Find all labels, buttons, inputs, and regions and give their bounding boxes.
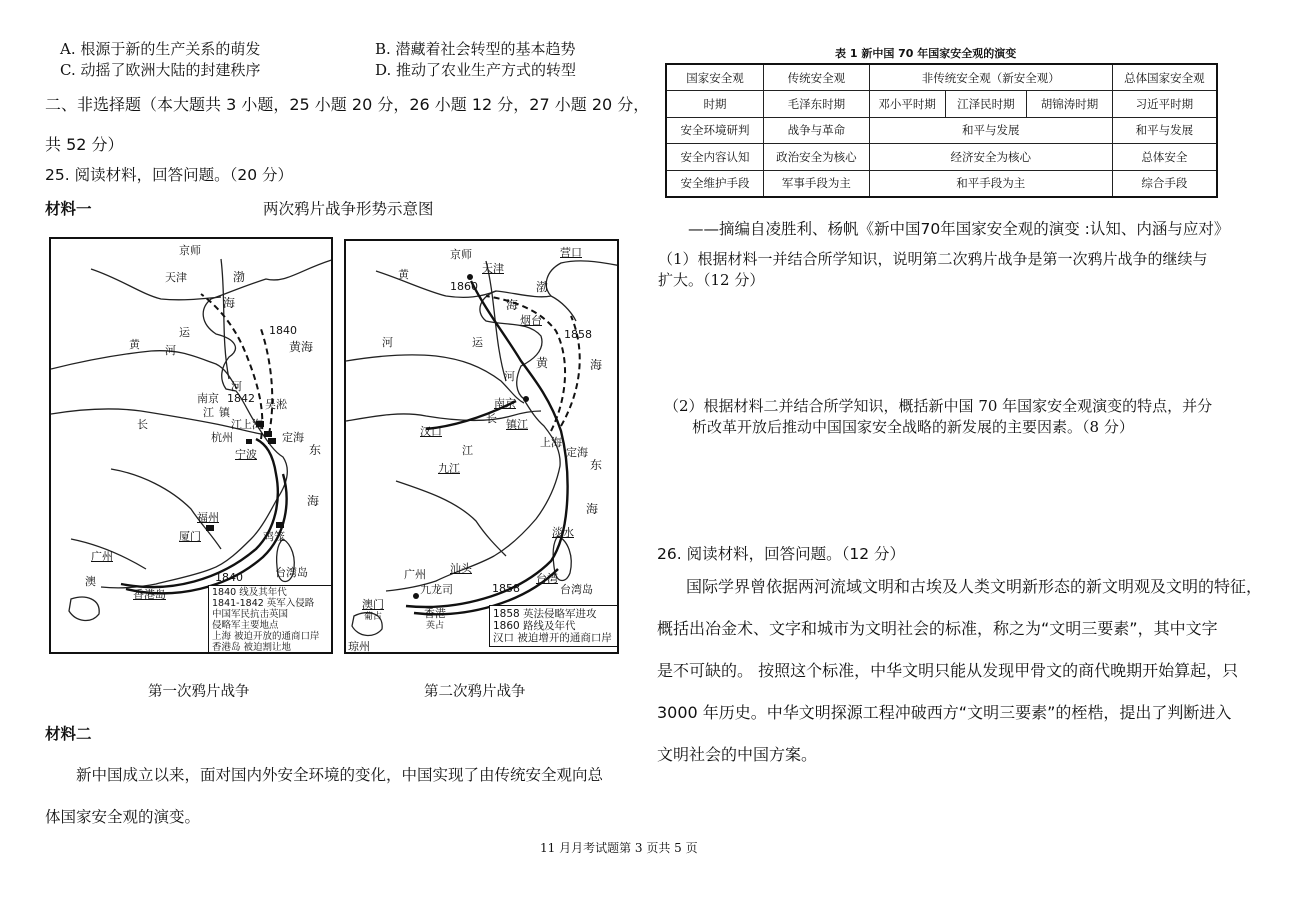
- map2-label-dinghai: 定海: [566, 446, 588, 459]
- map1-label-1840a: 1840: [269, 324, 297, 337]
- map2-label-bo: 渤: [536, 280, 549, 294]
- map1-legend: [208, 585, 333, 654]
- map1-label-dong: 东: [309, 443, 322, 457]
- map2-label-guangzhou: 广州: [404, 568, 426, 581]
- map2-label-taiwandao: 台湾岛: [560, 583, 593, 596]
- map2-label-tianjin: 天津: [482, 262, 504, 275]
- material1-title: 两次鸦片战争形势示意图: [263, 200, 434, 218]
- option-b: B. 潜藏着社会转型的基本趋势: [375, 40, 576, 58]
- map1-label-1840b: 1840: [215, 571, 243, 584]
- q25-sub2-line2: 析改革开放后推动中国国家安全战略的新发展的主要因素。（8 分）: [692, 418, 1134, 436]
- map2-legend-item: 1858 英法侵略军进攻: [493, 608, 597, 620]
- table-row: [666, 170, 1217, 197]
- table-cell: 和平手段为主: [869, 170, 1112, 197]
- map2-label-huang: 黄: [398, 268, 409, 281]
- table-row: [666, 117, 1217, 144]
- map2-label-zhenjiang: 镇江: [506, 418, 528, 431]
- map1-label-zhen: 镇: [219, 406, 230, 419]
- map2-label-hai-dong: 海: [586, 502, 599, 516]
- map1-label-jingshi: 京师: [179, 244, 201, 257]
- table-cell: 战争与革命: [764, 117, 870, 144]
- map2-label-chang: 长: [486, 412, 497, 425]
- table-cell: 总体安全: [1112, 144, 1217, 171]
- q26-line2: 概括出冶金术、文字和城市为文明社会的标准，称之为“文明三要素”，其中文字: [657, 619, 1218, 638]
- map1-label-jilong: 鸡笼: [263, 530, 285, 543]
- map2-label-jiang: 江: [462, 444, 473, 457]
- map2-label-1858b: 1858: [492, 582, 520, 595]
- map2-label-yingkou: 营口: [560, 246, 582, 259]
- map2-caption: 第二次鸦片战争: [424, 684, 526, 700]
- map1-label-huanghai: 黄海: [289, 340, 314, 354]
- table-cell: 和平与发展: [1112, 117, 1217, 144]
- map2-label-xianggang: 香港: [424, 607, 446, 620]
- table-cell: 综合手段: [1112, 170, 1217, 197]
- table-cell: 时期: [666, 91, 764, 118]
- map1-label-shanghai: 上海: [241, 418, 263, 431]
- map2-label-qiong: 琼州: [348, 640, 370, 653]
- map1-label-ningbo: 宁波: [235, 448, 257, 461]
- map2-label-hankou: 汉口: [420, 425, 442, 438]
- map2-label-yantai: 烟台: [520, 314, 542, 327]
- map2-legend: [489, 605, 619, 647]
- material2-line1: 新中国成立以来，面对国内外安全环境的变化，中国实现了由传统安全观向总: [76, 766, 604, 784]
- map1-label-wusong: 吴淞: [265, 398, 287, 411]
- section-heading-line2: 共 52 分）: [45, 135, 124, 154]
- map2-label-shantou: 汕头: [450, 562, 472, 575]
- map2-label-yun: 运: [472, 336, 483, 349]
- map1-label-xiamen: 厦门: [179, 530, 201, 543]
- option-c: C. 动摇了欧洲大陆的封建秩序: [60, 61, 261, 79]
- map1-label-bo: 渤: [233, 270, 246, 284]
- q25-sub1-line1: （1）根据材料一并结合所学知识，说明第二次鸦片战争是第一次鸦片战争的继续与: [658, 250, 1208, 268]
- map1-legend-item: 中国军民抗击英国: [212, 608, 289, 620]
- table-cell: 非传统安全观（新安全观）: [869, 64, 1112, 91]
- map1-label-1842: 1842: [227, 392, 255, 405]
- map2-label-nanjing: 南京: [494, 397, 516, 410]
- map2-label-shanghai: 上海: [540, 436, 562, 449]
- table-row: [666, 64, 1217, 91]
- table-cell: 邓小平时期: [869, 91, 945, 118]
- map1-label-ao: 澳: [85, 575, 96, 588]
- map2-label-dong: 东: [590, 458, 603, 472]
- map2-label-portugal: 葡占: [364, 612, 383, 622]
- map1-label-yun: 运: [179, 326, 190, 339]
- map2-label-danshui: 淡水: [552, 526, 574, 539]
- page-footer: 11 月月考试题第 3 页共 5 页: [540, 841, 698, 855]
- q26-line4: 3000 年历史。中华文明探源工程冲破西方“文明三要素”的桎梏，提出了判断进入: [657, 703, 1232, 722]
- map2-legend-item: 汉口 被迫增开的通商口岸: [493, 632, 612, 645]
- map1-label-he: 河: [165, 344, 176, 357]
- map1-label-jiang: 江: [203, 406, 214, 419]
- map2-label-1860a: 1860: [450, 280, 478, 293]
- q26-header: 26. 阅读材料，回答问题。（12 分）: [657, 545, 905, 563]
- map2-label-jingshi: 京师: [450, 248, 472, 261]
- map1-label-fuzhou: 福州: [197, 511, 219, 524]
- q25-header: 25. 阅读材料，回答问题。（20 分）: [45, 166, 293, 184]
- table-cell: 政治安全为核心: [764, 144, 870, 171]
- table-cell: 安全内容认知: [666, 144, 764, 171]
- table-cell: 总体国家安全观: [1112, 64, 1217, 91]
- map1-label-taiwan: 台湾岛: [275, 566, 308, 579]
- map2-label-aomen: 澳门: [362, 598, 384, 611]
- q26-line1: 国际学界曾依据两河流域文明和古埃及人类文明新形态的新文明观及文明的特征，: [686, 577, 1263, 596]
- map2-legend-item: 1860 路线及年代: [493, 620, 576, 633]
- material2-label: 材料二: [45, 725, 92, 743]
- table-cell: 传统安全观: [764, 64, 870, 91]
- q26-line3: 是不可缺的。 按照这个标准，中华文明只能从发现甲骨文的商代晚期开始算起，只: [657, 661, 1239, 680]
- map1-label-xianggang: 香港岛: [133, 588, 166, 601]
- map1-legend-item: 1840 线及其年代: [212, 587, 287, 598]
- map2-label-british: 英占: [426, 621, 445, 631]
- table-cell: 和平与发展: [869, 117, 1112, 144]
- table-cell: 军事手段为主: [764, 170, 870, 197]
- map1-label-hangzhou: 杭州: [211, 431, 233, 444]
- map2-label-jiujiang: 九江: [438, 462, 460, 475]
- option-d: D. 推动了农业生产方式的转型: [375, 61, 577, 79]
- map2-label-hai-h: 海: [590, 358, 603, 372]
- map1-label-hai-dong: 海: [307, 494, 320, 508]
- map1-label-tianjin: 天津: [165, 271, 187, 284]
- map2-label-jiulong: 九龙司: [420, 583, 453, 596]
- map1-label-chang: 长: [137, 418, 148, 431]
- table-cell: 习近平时期: [1112, 91, 1217, 118]
- table-cell: 国家安全观: [666, 64, 764, 91]
- map1-label-guangzhou: 广州: [91, 550, 113, 563]
- map1-legend-item: 1841-1842 英军入侵路: [212, 597, 315, 609]
- map-first-opium-war: [49, 237, 333, 654]
- map1-label-dinghai: 定海: [282, 431, 304, 444]
- map2-label-1858a: 1858: [564, 328, 592, 341]
- map1-legend-item: 上海 被迫开放的通商口岸: [212, 630, 320, 642]
- map1-label-he2: 河: [231, 380, 242, 393]
- section-heading-line1: 二、非选择题（本大题共 3 小题，25 小题 20 分，26 小题 12 分，27 小题 20 分，: [45, 95, 650, 114]
- map2-label-huang2: 黄: [536, 356, 549, 370]
- q25-sub2-line1: （2）根据材料二并结合所学知识，概括新中国 70 年国家安全观演变的特点，并分: [664, 397, 1213, 415]
- security-concept-table: [665, 63, 1218, 198]
- table-cell: 江泽民时期: [945, 91, 1027, 118]
- table-cell: 胡锦涛时期: [1027, 91, 1113, 118]
- map1-label-jiang2: 江: [231, 418, 242, 431]
- map1-legend-item: 侵略军主要地点: [212, 619, 279, 631]
- table-row: [666, 91, 1217, 118]
- map1-label-huang: 黄: [129, 338, 140, 351]
- q26-line5: 文明社会的中国方案。: [657, 745, 818, 764]
- map2-label-he2: 河: [504, 370, 515, 383]
- table-title: 表 1 新中国 70 年国家安全观的演变: [835, 47, 1017, 60]
- table-row: [666, 144, 1217, 171]
- map1-legend-item: 香港岛 被迫割让地: [212, 641, 292, 653]
- table-cell: 毛泽东时期: [764, 91, 870, 118]
- option-a: A. 根源于新的生产关系的萌发: [60, 40, 261, 58]
- map1-label-nanjing: 南京: [197, 392, 219, 405]
- table-cell: 安全维护手段: [666, 170, 764, 197]
- map-second-opium-war: [344, 239, 619, 654]
- map1-caption: 第一次鸦片战争: [148, 684, 250, 700]
- q25-sub1-line2: 扩大。（12 分）: [658, 271, 765, 289]
- table-source: ——摘编自凌胜利、杨帆《新中国70年国家安全观的演变 :认知、内涵与应对》: [688, 220, 1230, 238]
- map2-label-he: 河: [382, 336, 393, 349]
- map1-label-hai-bo: 海: [223, 296, 236, 310]
- material2-line2: 体国家安全观的演变。: [45, 808, 201, 826]
- map2-label-taiwan: 台湾: [536, 572, 558, 585]
- material1-label: 材料一: [45, 200, 92, 218]
- map2-label-hai-bo: 海: [506, 298, 519, 312]
- table-cell: 经济安全为核心: [869, 144, 1112, 171]
- table-cell: 安全环境研判: [666, 117, 764, 144]
